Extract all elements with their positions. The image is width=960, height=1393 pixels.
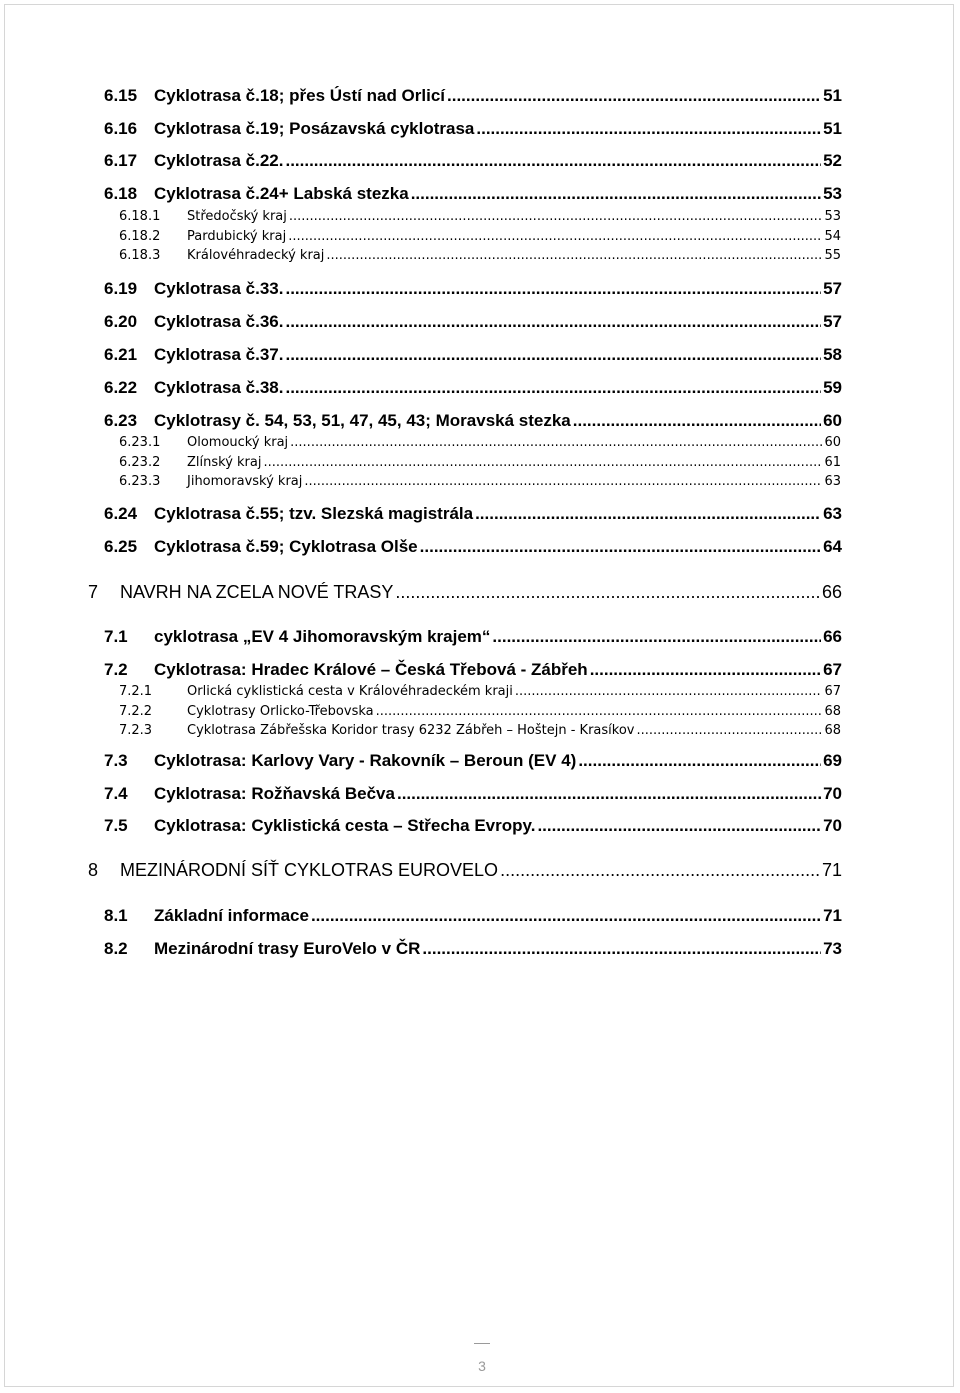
toc-dot-leader	[500, 860, 820, 881]
toc-dot-leader	[476, 119, 821, 139]
toc-entry-page: 60	[824, 435, 841, 450]
toc-entry[interactable]	[104, 537, 842, 557]
toc-dot-leader	[475, 504, 821, 524]
toc-entry-title: Cyklotrasa č.37.	[154, 345, 284, 364]
toc-entry[interactable]	[104, 751, 842, 771]
toc-entry[interactable]	[104, 816, 842, 836]
toc-entry-number: 6.15	[104, 86, 138, 105]
toc-entry-title: Cyklotrasy č. 54, 53, 51, 47, 45, 43; Moravská stezka	[154, 411, 571, 430]
toc-entry[interactable]	[104, 345, 842, 365]
toc-entry-title: Orlická cyklistická cesta v Královéhradeckém kraji	[187, 684, 513, 699]
toc-entry[interactable]	[104, 939, 842, 959]
toc-entry[interactable]	[88, 860, 842, 881]
toc-entry[interactable]	[119, 209, 841, 224]
toc-entry-number: 6.19	[104, 279, 138, 298]
toc-entry-page: 64	[823, 537, 842, 556]
toc-entry-page: 67	[824, 684, 841, 699]
toc-entry-number: 6.16	[104, 119, 138, 138]
toc-entry[interactable]	[119, 704, 841, 719]
toc-dot-leader	[420, 537, 821, 557]
toc-entry-page: 67	[823, 660, 842, 679]
toc-entry-page: 53	[824, 209, 841, 224]
toc-entry-page: 57	[823, 279, 842, 298]
toc-dot-leader	[397, 784, 821, 804]
toc-entry-page: 63	[824, 474, 841, 489]
toc-entry-title: Cyklotrasa: Cyklistická cesta – Střecha Evropy.	[154, 816, 536, 835]
toc-entry-number: 6.22	[104, 378, 138, 397]
toc-entry[interactable]	[104, 184, 842, 204]
toc-entry-number: 7.2.2	[119, 704, 153, 719]
toc-entry-title: Cyklotrasa: Hradec Králové – Česká Třebová - Zábřeh	[154, 660, 588, 679]
toc-entry-page: 66	[821, 582, 842, 602]
toc-entry-title: Cyklotrasa č.59; Cyklotrasa Olše	[154, 537, 418, 556]
toc-entry-page: 71	[823, 906, 842, 925]
toc-entry[interactable]	[119, 455, 841, 470]
toc-entry[interactable]	[119, 723, 841, 738]
toc-entry-page: 58	[823, 345, 842, 364]
toc-entry-page: 68	[824, 704, 841, 719]
toc-entry-number: 6.23.2	[119, 455, 161, 470]
toc-entry-title: Cyklotrasa č.38.	[154, 378, 284, 397]
toc-dot-leader	[326, 248, 822, 263]
toc-dot-leader	[492, 627, 821, 647]
toc-entry-title: cyklotrasa „EV 4 Jihomoravským krajem“	[154, 627, 491, 646]
toc-entry-number: 7.2.3	[119, 723, 153, 738]
toc-dot-leader	[578, 751, 821, 771]
toc-entry[interactable]	[104, 119, 842, 139]
toc-entry[interactable]	[104, 627, 842, 647]
toc-entry-number: 7.3	[104, 751, 128, 770]
toc-entry-page: 63	[823, 504, 842, 523]
footer-page-number: 3	[478, 1358, 486, 1374]
toc-entry-number: 7.4	[104, 784, 128, 803]
toc-entry-title: Cyklotrasa Zábřešska Koridor trasy 6232 Zábřeh – Hoštejn - Krasíkov	[187, 723, 635, 738]
toc-entry-number: 6.18	[104, 184, 138, 203]
toc-dot-leader	[290, 435, 822, 450]
toc-entry-number: 6.21	[104, 345, 138, 364]
toc-entry-page: 60	[823, 411, 842, 430]
toc-entry-title: Cyklotrasa: Karlovy Vary - Rakovník – Beroun (EV 4)	[154, 751, 577, 770]
toc-dot-leader	[376, 704, 823, 719]
toc-entry-title: Cyklotrasa č.36.	[154, 312, 284, 331]
footer-rule	[474, 1343, 490, 1344]
toc-dot-leader	[285, 279, 821, 299]
toc-entry-page: 54	[824, 229, 841, 244]
toc-entry-page: 52	[823, 151, 842, 170]
toc-dot-leader	[311, 906, 821, 926]
toc-entry-number: 7.5	[104, 816, 128, 835]
toc-entry-title: Pardubický kraj	[187, 229, 287, 244]
toc-entry-page: 53	[823, 184, 842, 203]
toc-entry-title: Cyklotrasa č.24+ Labská stezka	[154, 184, 409, 203]
toc-entry-title: Základní informace	[154, 906, 309, 925]
toc-dot-leader	[422, 939, 821, 959]
toc-entry-page: 66	[823, 627, 842, 646]
toc-dot-leader	[636, 723, 822, 738]
toc-entry-page: 69	[823, 751, 842, 770]
toc-entry-page: 51	[823, 86, 842, 105]
toc-entry-page: 71	[821, 860, 842, 880]
toc-entry[interactable]	[104, 504, 842, 524]
toc-dot-leader	[285, 378, 821, 398]
toc-dot-leader	[263, 455, 822, 470]
toc-entry-title: Olomoucký kraj	[187, 435, 289, 450]
toc-dot-leader	[515, 684, 823, 699]
toc-entry-number: 6.23.3	[119, 474, 161, 489]
toc-dot-leader	[304, 474, 822, 489]
toc-dot-leader	[590, 660, 821, 680]
toc-dot-leader	[288, 229, 822, 244]
toc-entry-number: 6.18.1	[119, 209, 161, 224]
toc-entry[interactable]	[119, 474, 841, 489]
toc-entry-title: Cyklotrasy Orlicko-Třebovska	[187, 704, 374, 719]
toc-entry-number: 6.20	[104, 312, 138, 331]
toc-entry-number: 6.23.1	[119, 435, 161, 450]
toc-entry-number: 8	[88, 860, 99, 880]
toc-entry[interactable]	[104, 312, 842, 332]
toc-entry-number: 8.1	[104, 906, 128, 925]
toc-entry-page: 55	[824, 248, 841, 263]
toc-entry-page: 57	[823, 312, 842, 331]
toc-entry-number: 7	[88, 582, 99, 602]
toc-entry-title: MEZINÁRODNÍ SÍŤ CYKLOTRAS EUROVELO	[120, 860, 499, 880]
toc-dot-leader	[285, 151, 821, 171]
toc-entry-page: 70	[823, 816, 842, 835]
toc-entry-title: Cyklotrasa č.19; Posázavská cyklotrasa	[154, 119, 475, 138]
toc-entry[interactable]	[119, 684, 841, 699]
toc-entry[interactable]	[104, 660, 842, 680]
toc-entry-title: Cyklotrasa č.22.	[154, 151, 284, 170]
toc-entry[interactable]	[119, 229, 841, 244]
toc-entry[interactable]	[104, 279, 842, 299]
toc-entry-number: 6.18.3	[119, 248, 161, 263]
toc-entry[interactable]	[104, 86, 842, 106]
toc-entry[interactable]	[104, 411, 842, 431]
toc-entry-number: 6.17	[104, 151, 138, 170]
toc-entry[interactable]	[119, 248, 841, 263]
toc-entry[interactable]	[104, 378, 842, 398]
toc-entry-title: NAVRH NA ZCELA NOVÉ TRASY	[120, 582, 394, 602]
toc-entry[interactable]	[104, 784, 842, 804]
toc-dot-leader	[447, 86, 821, 106]
toc-entry-number: 8.2	[104, 939, 128, 958]
toc-entry-page: 73	[823, 939, 842, 958]
toc-entry-page: 70	[823, 784, 842, 803]
toc-entry-number: 7.1	[104, 627, 128, 646]
toc-entry[interactable]	[104, 151, 842, 171]
toc-entry-title: Cyklotrasa č.55; tzv. Slezská magistrála	[154, 504, 474, 523]
toc-entry-page: 68	[824, 723, 841, 738]
toc-entry-number: 7.2.1	[119, 684, 153, 699]
toc-entry[interactable]	[88, 582, 842, 603]
toc-dot-leader	[395, 582, 820, 603]
toc-entry-page: 59	[823, 378, 842, 397]
toc-entry-page: 51	[823, 119, 842, 138]
toc-entry-title: Mezinárodní trasy EuroVelo v ČR	[154, 939, 421, 958]
toc-dot-leader	[573, 411, 821, 431]
toc-entry-title: Cyklotrasa č.18; přes Ústí nad Orlicí	[154, 86, 446, 105]
toc-entry-title: Jihomoravský kraj	[187, 474, 303, 489]
toc-entry-page: 61	[824, 455, 841, 470]
toc-entry-number: 6.18.2	[119, 229, 161, 244]
toc-entry[interactable]	[104, 906, 842, 926]
toc-dot-leader	[289, 209, 823, 224]
toc-entry[interactable]	[119, 435, 841, 450]
toc-entry-number: 6.24	[104, 504, 138, 523]
toc-dot-leader	[285, 345, 821, 365]
toc-dot-leader	[285, 312, 821, 332]
toc-entry-title: Středočský kraj	[187, 209, 287, 224]
toc-entry-number: 6.23	[104, 411, 138, 430]
toc-entry-number: 7.2	[104, 660, 128, 679]
toc-entry-title: Cyklotrasa: Rožňavská Bečva	[154, 784, 395, 803]
toc-entry-title: Cyklotrasa č.33.	[154, 279, 284, 298]
toc-entry-number: 6.25	[104, 537, 138, 556]
toc-dot-leader	[411, 184, 821, 204]
toc-dot-leader	[537, 816, 821, 836]
toc-entry-title: Královéhradecký kraj	[187, 248, 325, 263]
toc-entry-title: Zlínský kraj	[187, 455, 262, 470]
